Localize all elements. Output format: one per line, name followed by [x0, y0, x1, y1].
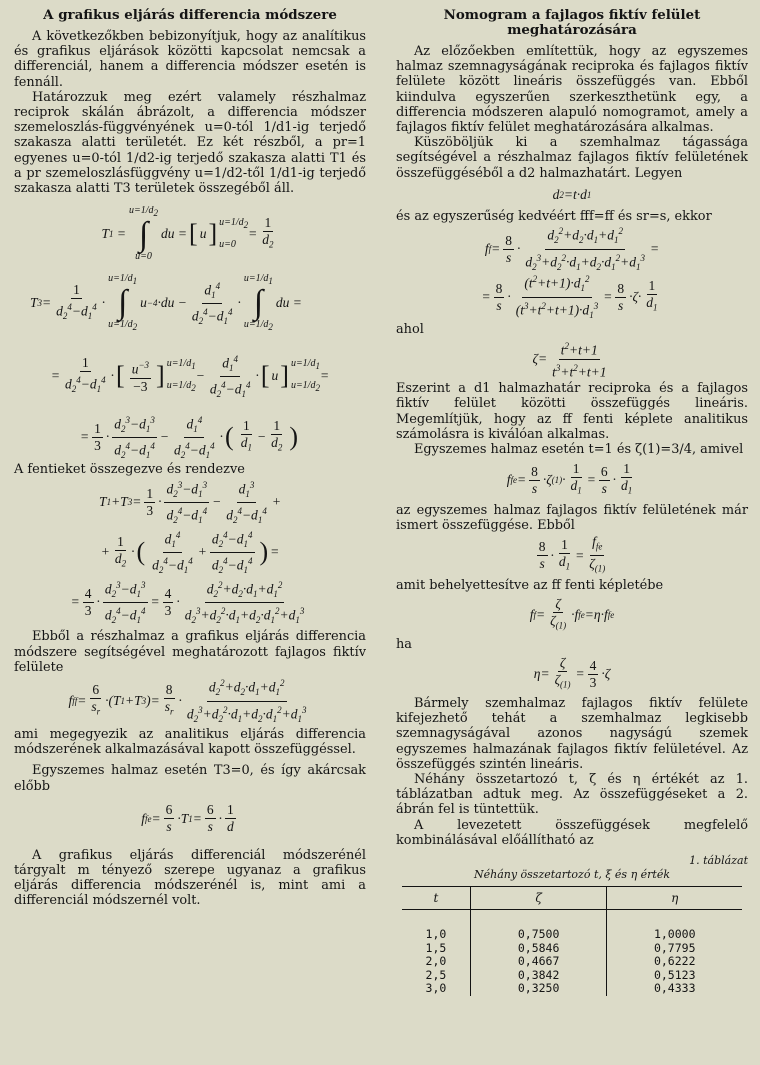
equation-sum-2: + 1 $d_2$ · ( $d_1^4$ $d_2^4-d_1^4$ + $d_2^4-d_1^4$ $d_2^4-d_1^4$ ) = [100, 529, 280, 576]
left-column [14, 8, 366, 909]
table-header-zeta: ζ [470, 887, 607, 910]
table-cell: 0,5123 [607, 969, 742, 983]
equation-ff-1: f f = 8 s · $d_2^2+d_2\cdot d_1+d_1^2$ $d_2^3+d_2^2\cdot d_1+d_2\cdot d_1^2+d_1^3$ = [484, 226, 660, 272]
equation-ff: f ff = 6 $s_r$ ·(T 1 +T 3 )= 8 $s_r$ · $d_2^2+d_2\cdot d_1+d_1^2$ $d_2^3+d_2^2\cdot d_1+d_2\cdot d_1^2+d_1^3$ [68, 678, 307, 724]
equation-t3-1: T 3 = 1 $d_2^4-d_1^4$ · $u=1/d_1$ ∫ $u=1/d_2$ u −4 ·du − $d_1^4$ $d_2^4-d_1^4$ · $u=1/d_1$ ∫ $u=1/d_2$ du = [30, 273, 302, 333]
equation-eta: η= ζ $\zeta_{(1)}$ = 4 3 ·ζ [533, 655, 611, 690]
left-paragraph-5: ami megegyezik az analitikus eljárás differencia módszerének alkalmazásával kapott összefüggéssel. [14, 727, 366, 758]
table-cell: 2,5 [425, 967, 447, 982]
table-cell: 0,4333 [607, 982, 742, 996]
table-cell: 3,0 [425, 981, 447, 996]
equation-ffe-right: f fe = 8 s ·ζ (1) · 1 $d_1$ = 6 s · 1 $d_1$ [506, 461, 633, 497]
table-row [402, 982, 742, 996]
table-cell: 0,7500 [470, 910, 607, 942]
left-paragraph-3: A fentieket összegezve és rendezve [14, 462, 245, 478]
table-cell: 0,4667 [470, 955, 607, 969]
right-paragraph-10: A levezetett összefüggések megfelelő kombinálásával előállítható az [396, 817, 748, 848]
table-cell: 0,3842 [470, 969, 607, 983]
table-number: 1. táblázat [689, 854, 748, 868]
right-paragraph-8: Bármely szemhalmaz fajlagos fiktív felülete kifejezhető tehát a szemhalmaz legkisebb szemnagyságával azonos nagyságú szemek egyszemes halmazának fajlagos fiktív felületével. Az összefüggés szintén lineáris. [396, 696, 748, 772]
equation-ratio: 8 s · 1 $d_1$ = $f_{fe}$ $\zeta_{(1)}$ [538, 534, 606, 574]
right-paragraph-2: Küszöböljük ki a szemhalmaz tágassága segítségével a részhalmaz fajlagos fiktív felületének összefüggéséből a d2 halmazhatárt. Legyen [396, 135, 748, 181]
left-paragraph-7: A grafikus eljárás differenciál módszerénél tárgyalt m tényező szerepe ugyanaz a grafikus eljárás differencia módszerénél is, mint ami a differenciál módszernél volt. [14, 847, 366, 909]
equation-sum-3: = 4 3 · $d_2^3-d_1^3$ $d_2^4-d_1^4$ = 4 3 · $d_2^2+d_2\cdot d_1+d_1^2$ $d_2^3+d_2^2\cdot d_1+d_2\cdot d_1^2+d_1^3$ [70, 579, 305, 626]
equation-t1: T 1 = $u=1/d_2$ ∫ u=0 du = [ u ] $u=1/d_2$ u=0 = 1 $d_2$ [101, 205, 274, 263]
left-title: A grafikus eljárás differencia módszere [43, 7, 337, 23]
right-title: Nomogram a fajlagos fiktív felület meghatározására [443, 7, 701, 38]
equation-d2: d 2 =t·d 1 [552, 186, 592, 202]
right-paragraph-9: Néhány összetartozó t, ζ és η értékét az 1. táblázatban adtuk meg. Az összefüggéseket a 2. ábrán fel is tüntettük. [396, 772, 748, 818]
left-paragraph-2: Határozzuk meg ezért valamely részhalmaz reciprok skálán ábrázolt, a differencia módszer szemeloszlás-függvényének u=0-tól 1/d1-ig terjedő szakasza alatti területét. Ez két részből, a pr=1 egyenes u=0-tól 1/d2-ig terjedő szakasza alatti T1 és a pr szemeloszlásfüggvény u=1/d2-től 1/d1-ig terjedő szakasza alatti T3 területek összegéből áll. [14, 89, 366, 197]
right-paragraph-5: Egyszemes halmaz esetén t=1 és ζ(1)=3/4, amivel [414, 442, 744, 458]
equation-ff-2: = 8 s · $(t^2+t+1)\cdot d_1^2$ $(t^3+t^2+t+1)\cdot d_1^3$ = 8 s ·ζ· 1 $d_1$ [481, 274, 658, 320]
values-table [402, 886, 742, 996]
equation-sum-1: T 1 +T 3 = 1 3 · $d_2^3-d_1^3$ $d_2^4-d_1^4$ − $d_1^3$ $d_2^4-d_1^4$ + [99, 479, 281, 526]
right-paragraph-1: Az előzőekben említettük, hogy az egyszemes halmaz szemnagyságának reciproka és fajlagos fiktív felülete között lineáris összefüggés van. Ebből kiindulva egyszerűen szerkeszthetünk egy, a differencia módszeren alapuló nomogramot, amely a fajlagos fiktív felület meghatározására alkalmas. [396, 44, 748, 136]
table-cell: 0,6222 [607, 955, 742, 969]
table-cell: 0,7795 [607, 942, 742, 956]
table-header-t: t [402, 887, 470, 910]
right-paragraph-7: amit behelyettesítve az ff fenti képletébe [396, 577, 664, 593]
table-cell: 1,0000 [607, 910, 742, 942]
left-paragraph-4: Ebből a részhalmaz a grafikus eljárás differencia módszere segítségével meghatározott fajlagos fiktív felülete [14, 629, 366, 675]
table-cell: 1,0 [425, 927, 447, 942]
right-column [396, 8, 748, 996]
right-paragraph-4: Eszerint a d1 halmazhatár reciproka és a fajlagos fiktív felület közötti összefüggés lineáris. Megemlítjük, hogy az ff fenti képlete analitikus számolásra is kiválóan alkalmas. [396, 381, 748, 442]
right-paragraph-3: és az egyszerűség kedvéért fff=ff és sr=s, ekkor [396, 208, 712, 224]
left-paragraph-1: A következőkben bebizonyítjuk, hogy az analítikus és grafikus eljárások közötti kapcsolat nemcsak a differenciál, hanem a differencia módszer esetén is fennáll. [14, 29, 366, 90]
table-row [402, 955, 742, 969]
equation-t3-2: = 1 $d_2^4-d_1^4$ · [ $u^{-3}$ −3 ] $u=1/d_1$ $u=1/d_2$ − $d_1^4$ $d_2^4-d_1^4$ · [ u ] $u=1/d_1$ $u=1/d_2$ = [50, 353, 330, 399]
table-cell: 1,5 [425, 940, 447, 955]
right-ha: ha [396, 636, 412, 652]
table-caption: Néhány összetartozó t, ξ és η érték [473, 868, 671, 882]
table-row [402, 969, 742, 983]
equation-ffe: f fe = 6 s ·T 1 = 6 s · 1 d [141, 802, 234, 835]
left-paragraph-6: Egyszemes halmaz esetén T3=0, és így akárcsak előbb [14, 763, 366, 794]
equation-t3-3: = 1 3 · $d_2^3-d_1^3$ $d_2^4-d_1^4$ − $d_1^4$ $d_2^4-d_1^4$ · ( 1 $d_1$ − 1 $d_2$ ) [80, 414, 298, 460]
equation-eta-ff: f f = ζ $\zeta_{(1)}$ ·f fe =η·f fe [529, 596, 615, 631]
table-header-eta: η [607, 887, 742, 910]
equation-zeta: ζ= $t^2+t+1$ $t^3+t^2+t+1$ [532, 341, 607, 380]
table-cell: 0,3250 [470, 982, 607, 996]
table-cell: 2,0 [425, 954, 447, 969]
table-row [402, 942, 742, 956]
right-paragraph-6: az egyszemes halmaz fajlagos fiktív felületének már ismert összefüggése. Ebből [396, 503, 748, 534]
table-cell: 0,5846 [470, 942, 607, 956]
table-row [402, 910, 742, 942]
right-ahol-1: ahol [396, 322, 424, 338]
